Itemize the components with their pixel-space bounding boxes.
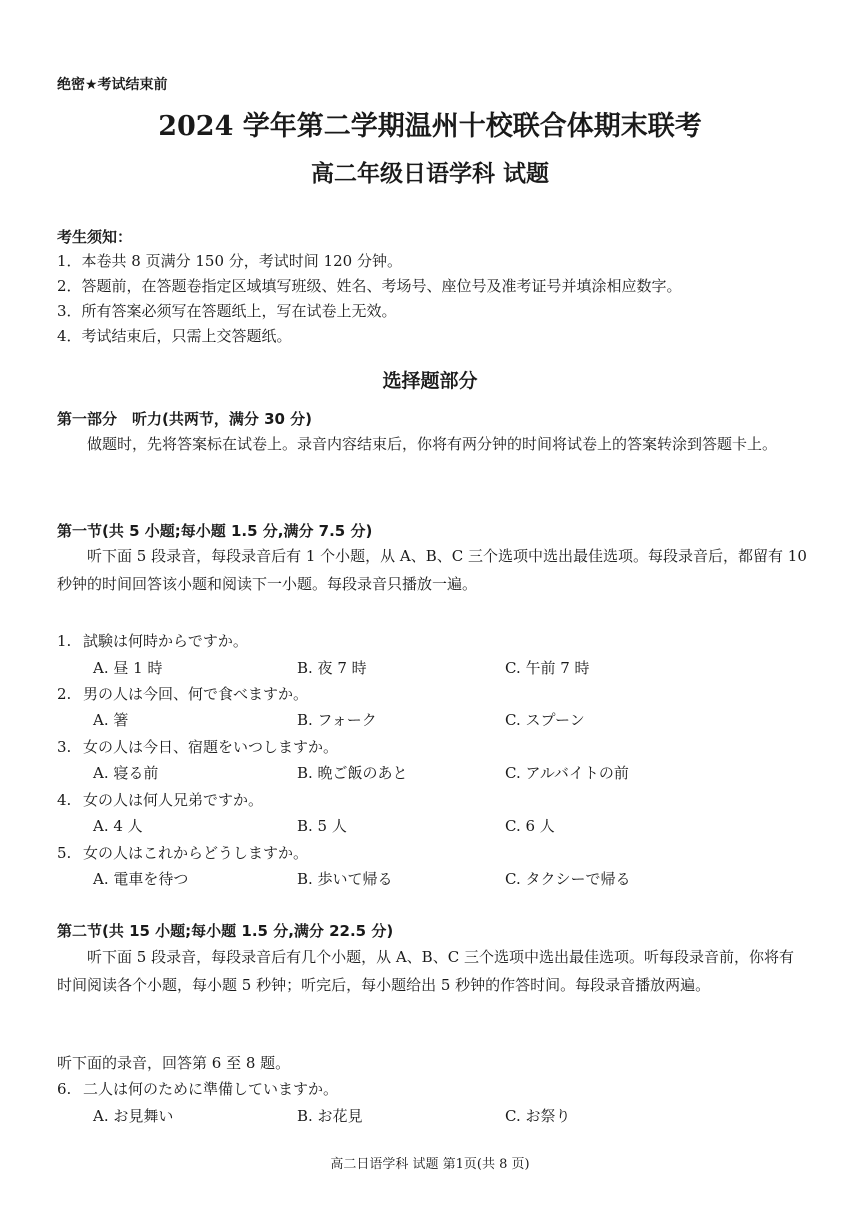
option-b: B. 5 人 bbox=[297, 817, 347, 835]
notice-item: 4．考试结束后，只需上交答题纸。 bbox=[57, 327, 292, 345]
option-c: C. アルバイトの前 bbox=[505, 764, 629, 782]
sec2-intro: 听下面的录音，回答第 6 至 8 题。 bbox=[57, 1054, 291, 1072]
question-2: 2. 男の人は今回、何で食べますか。 bbox=[57, 685, 309, 703]
exam-subtitle: 高二年级日语学科 试题 bbox=[310, 160, 549, 187]
option-b: B. 晩ご飯のあと bbox=[297, 764, 408, 782]
option-c: C. タクシーで帰る bbox=[505, 870, 631, 888]
option-c: C. お祭り bbox=[505, 1107, 571, 1125]
notice-item: 1．本卷共 8 页满分 150 分，考试时间 120 分钟。 bbox=[57, 252, 402, 270]
notice-heading: 考生须知： bbox=[57, 228, 133, 246]
option-b: B. お花見 bbox=[297, 1107, 363, 1125]
sec1-heading: 第一节(共 5 小题;每小题 1.5 分,满分 7.5 分) bbox=[57, 522, 373, 540]
exam-title: 2024 学年第二学期温州十校联合体期末联考 bbox=[158, 111, 702, 142]
page-footer: 高二日语学科 试题 第1页(共 8 页) bbox=[330, 1157, 530, 1172]
option-a: A. 昼 1 時 bbox=[93, 659, 163, 677]
option-b: B. 歩いて帰る bbox=[297, 870, 393, 888]
notice-item: 3．所有答案必须写在答题纸上，写在试卷上无效。 bbox=[57, 302, 397, 320]
question-4: 4. 女の人は何人兄弟ですか。 bbox=[57, 791, 264, 809]
question-5: 5. 女の人はこれからどうしますか。 bbox=[57, 844, 309, 862]
secret-label: 绝密★考试结束前 bbox=[57, 77, 168, 93]
sec2-heading: 第二节(共 15 小题;每小题 1.5 分,满分 22.5 分) bbox=[57, 922, 394, 940]
notice-item: 2．答题前，在答题卷指定区域填写班级、姓名、考场号、座位号及准考证号并填涂相应数字。 bbox=[57, 277, 682, 295]
part1-heading: 第一部分 听力(共两节，满分 30 分) bbox=[57, 410, 313, 428]
option-a: A. 寝る前 bbox=[93, 764, 159, 782]
option-a: A. 箸 bbox=[93, 711, 129, 729]
question-1: 1. 試験は何時からですか。 bbox=[57, 632, 248, 650]
option-a: A. 4 人 bbox=[93, 817, 143, 835]
option-b: B. 夜 7 時 bbox=[297, 659, 367, 677]
question-3: 3. 女の人は今日、宿題をいつしますか。 bbox=[57, 738, 339, 756]
option-b: B. フォーク bbox=[297, 711, 377, 729]
part1-instruction: 做题时，先将答案标在试卷上。录音内容结束后，你将有两分钟的时间将试卷上的答案转涂到答题卡上。 bbox=[87, 435, 778, 453]
question-6: 6. 二人は何のために準備していますか。 bbox=[57, 1080, 339, 1098]
option-c: C. 6 人 bbox=[505, 817, 555, 835]
sec2-instruction: 听下面 5 段录音，每段录音后有几个小题，从 A、B、C 三个选项中选出最佳选项。听每段录音前，你将有时间阅读各个小题，每小题 5 秒钟；听完后，每小题给出 5 秒钟的作答时间。每段录音播放两遍。 bbox=[57, 948, 794, 994]
option-a: A. 電車を待つ bbox=[93, 870, 189, 888]
option-c: C. スプーン bbox=[505, 711, 585, 729]
option-c: C. 午前 7 時 bbox=[505, 659, 590, 677]
option-a: A. お見舞い bbox=[93, 1107, 174, 1125]
section-title: 选择题部分 bbox=[382, 370, 478, 392]
sec1-instruction: 听下面 5 段录音，每段录音后有 1 个小题，从 A、B、C 三个选项中选出最佳选项。每段录音后，都留有 10 秒钟的时间回答该小题和阅读下一小题。每段录音只播放一遍。 bbox=[57, 547, 807, 593]
